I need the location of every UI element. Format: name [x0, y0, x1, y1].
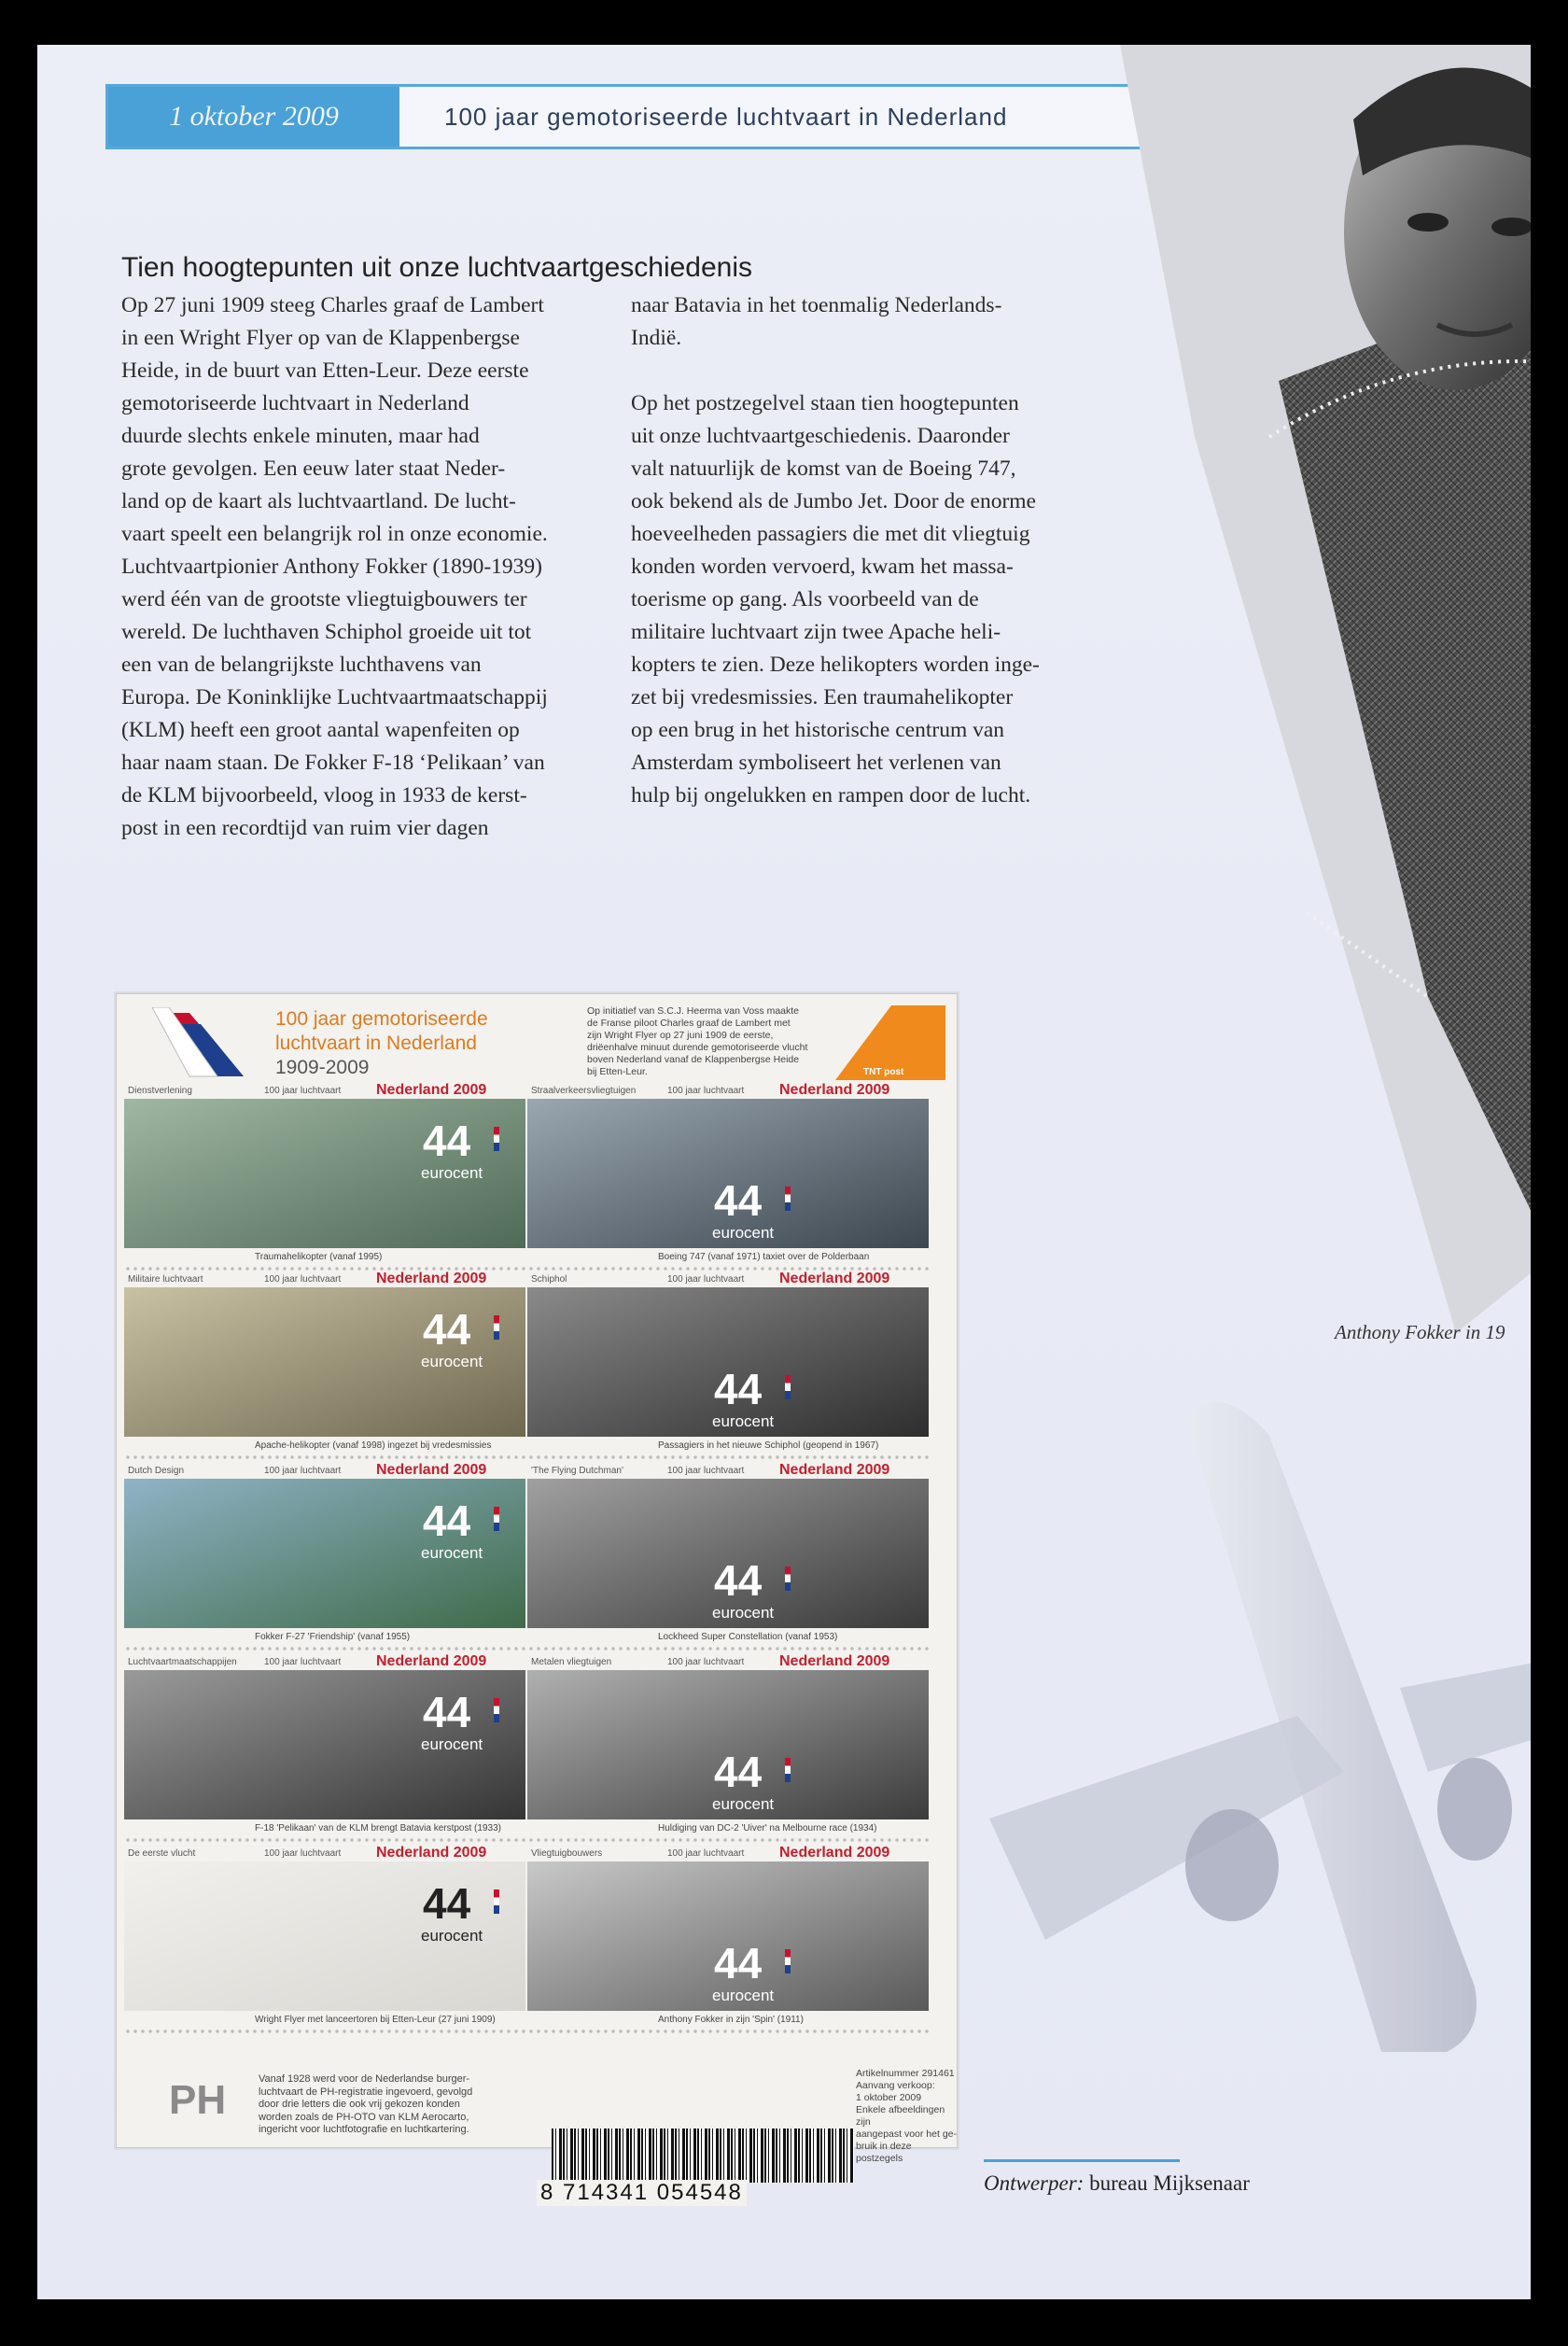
- stamp-country: Nederland 2009: [779, 1082, 890, 1098]
- stamp-unit: eurocent: [421, 1164, 483, 1182]
- stamp-caption: Apache-helikopter (vanaf 1998) ingezet bij vredesmissies: [255, 1440, 492, 1451]
- stamp-value: 44: [714, 1748, 763, 1796]
- text-line: Heide, in de buurt van Etten-Leur. Deze eerste: [121, 358, 529, 383]
- text-line: konden worden vervoerd, kwam het massa-: [631, 555, 1014, 579]
- stamp: [527, 1653, 929, 1844]
- stamp-value: 44: [423, 1688, 471, 1736]
- stamp-image: [527, 1287, 929, 1437]
- stamp-subtitle: 100 jaar luchtvaart: [264, 1657, 342, 1667]
- text-line: duurde slechts enkele minuten, maar had: [121, 424, 480, 448]
- stamp: [124, 1653, 525, 1844]
- barcode-number: 8 714341 054548: [537, 2180, 747, 2206]
- designer-label: Ontwerper:: [984, 2171, 1085, 2195]
- perforation: [124, 1838, 525, 1842]
- text-line: kopters te zien. Deze helikopters worden inge-: [631, 653, 1040, 677]
- stamp-image: [527, 1670, 929, 1819]
- dutch-flag-mark-icon: [494, 1127, 499, 1151]
- stamp-category: De eerste vlucht: [128, 1848, 196, 1859]
- stamp-caption: Lockheed Super Constellation (vanaf 1953): [658, 1632, 838, 1642]
- stamp-image: [527, 1099, 929, 1248]
- stamp-category: Schiphol: [531, 1274, 567, 1285]
- stamp: [124, 1082, 525, 1272]
- designer-name: bureau Mijksenaar: [1089, 2171, 1250, 2195]
- sheet-title-2: luchtvaart in Nederland: [275, 1033, 477, 1054]
- stamp-unit: eurocent: [712, 1987, 775, 2004]
- perforation: [527, 1455, 929, 1459]
- stamp: [124, 1845, 525, 2035]
- stamp: [527, 1845, 929, 2035]
- stamp-value: 44: [423, 1117, 471, 1165]
- text-line: Op het postzegelvel staan tien hoogtepunten: [631, 391, 1019, 415]
- stamp-caption: Anthony Fokker in zijn 'Spin' (1911): [658, 2015, 804, 2025]
- stamp: [527, 1082, 929, 1272]
- intro-line: de Franse piloot Charles graaf de Lambert met: [587, 1018, 791, 1029]
- sheet-intro: [587, 1005, 807, 1078]
- intro-line: zijn Wright Flyer op 27 juni 1909 de eerste,: [587, 1030, 774, 1041]
- stamp-value: 44: [423, 1879, 471, 1928]
- stamp-caption: Passagiers in het nieuwe Schiphol (geopend in 1967): [658, 1440, 879, 1451]
- text-line: ook bekend als de Jumbo Jet. Door de enorme: [631, 489, 1036, 513]
- intro-line: Op initiatief van S.C.J. Heerma van Voss maakte: [587, 1005, 800, 1017]
- text-line: Indië.: [631, 326, 682, 350]
- stamp-unit: eurocent: [421, 1927, 483, 1945]
- text-line: een van de belangrijkste luchthavens van: [121, 653, 482, 677]
- stamp-country: Nederland 2009: [779, 1845, 890, 1861]
- stamp-country: Nederland 2009: [376, 1845, 487, 1861]
- stamp-country: Nederland 2009: [779, 1462, 890, 1478]
- stamp: [124, 1271, 525, 1461]
- stamp-country: Nederland 2009: [376, 1271, 487, 1286]
- dutch-flag-mark-icon: [785, 1949, 791, 1974]
- ph-registration: PH: [169, 2077, 227, 2123]
- stamp-category: Dutch Design: [128, 1466, 185, 1476]
- stamp: [527, 1462, 929, 1652]
- stamp-category: Vliegtuigbouwers: [531, 1848, 603, 1859]
- designer-rule: [984, 2159, 1180, 2162]
- ph-line: luchtvaart de PH-registratie ingevoerd, gevolgd: [259, 2086, 473, 2098]
- stamp-category: Metalen vliegtuigen: [531, 1657, 612, 1667]
- dutch-flag-mark-icon: [785, 1758, 791, 1782]
- barcode: [552, 2128, 854, 2183]
- page-header: [105, 84, 1212, 149]
- text-line: gemotoriseerde luchtvaart in Nederland: [121, 391, 469, 415]
- text-line: op een brug in het historische centrum van: [631, 718, 1005, 742]
- text-line: werd één van de grootste vliegtuigbouwers ter: [121, 587, 527, 611]
- page-title: 100 jaar gemotoriseerde luchtvaart in Nederland: [444, 103, 1008, 131]
- airplane-photo: [989, 1380, 1531, 2108]
- stamp-caption: Traumahelikopter (vanaf 1995): [255, 1252, 383, 1262]
- stamp-category: Luchtvaartmaatschappijen: [128, 1657, 237, 1667]
- stamp-unit: eurocent: [421, 1735, 483, 1753]
- ph-line: Vanaf 1928 werd voor de Nederlandse burger-: [259, 2073, 470, 2085]
- text-line: Luchtvaartpionier Anthony Fokker (1890-1939): [121, 555, 542, 579]
- ph-line: ingericht voor luchtfotografie en luchtkartering.: [259, 2124, 469, 2135]
- stamp-value: 44: [714, 1556, 763, 1605]
- perforation: [124, 1455, 525, 1459]
- stamp-country: Nederland 2009: [376, 1653, 487, 1669]
- stamp-country: Nederland 2009: [779, 1271, 890, 1286]
- text-line: grote gevolgen. Een eeuw later staat Neder-: [121, 457, 506, 481]
- stamp: [527, 1271, 929, 1461]
- text-line: Europa. De Koninklijke Luchtvaartmaatschappij: [121, 685, 548, 709]
- info-line: Artikelnummer 291461: [856, 2068, 955, 2079]
- stamp-caption: Boeing 747 (vanaf 1971) taxiet over de Polderbaan: [658, 1252, 870, 1262]
- perforation: [124, 2030, 525, 2033]
- perforation: [527, 2030, 929, 2033]
- stamp-subtitle: 100 jaar luchtvaart: [667, 1848, 745, 1859]
- stamp-unit: eurocent: [712, 1412, 775, 1430]
- text-line: wereld. De luchthaven Schiphol groeide uit tot: [121, 620, 532, 644]
- text-line: Amsterdam symboliseert het verlenen van: [631, 751, 1001, 775]
- ph-line: worden zoals de PH-OTO van KLM Aerocarto,: [259, 2111, 469, 2123]
- text-line: Op 27 juni 1909 steeg Charles graaf de Lambert: [121, 293, 544, 317]
- stamp-caption: Fokker F-27 'Friendship' (vanaf 1955): [255, 1632, 411, 1642]
- dutch-flag-mark-icon: [785, 1375, 791, 1399]
- stamp-unit: eurocent: [712, 1224, 775, 1242]
- dutch-flag-mark-icon: [494, 1507, 499, 1531]
- stamp-subtitle: 100 jaar luchtvaart: [264, 1086, 342, 1096]
- text-line: valt natuurlijk de komst van de Boeing 747,: [631, 457, 1016, 481]
- stamp-value: 44: [714, 1939, 763, 1988]
- dutch-flag-mark-icon: [494, 1698, 499, 1722]
- intro-line: driëenhalve minuut durende gemotoriseerde vlucht: [587, 1042, 808, 1053]
- stamp-unit: eurocent: [421, 1353, 483, 1370]
- stamp-sheet: [116, 993, 958, 2205]
- text-line: militaire luchtvaart zijn twee Apache heli-: [631, 620, 1001, 644]
- stamp-country: Nederland 2009: [779, 1653, 890, 1669]
- text-line: vaart speelt een belangrijk rol in onze economie.: [121, 522, 548, 546]
- stamp-subtitle: 100 jaar luchtvaart: [667, 1466, 745, 1476]
- dutch-flag-mark-icon: [785, 1566, 791, 1591]
- info-line: bruik in deze postzegels: [856, 2141, 912, 2164]
- stamp-subtitle: 100 jaar luchtvaart: [264, 1848, 342, 1859]
- text-line: hoeveelheden passagiers die met dit vliegtuig: [631, 522, 1030, 546]
- dutch-flag-mark-icon: [785, 1187, 791, 1211]
- intro-line: boven Nederland vanaf de Klappenbergse Heide: [587, 1054, 800, 1065]
- stamp-value: 44: [423, 1496, 471, 1545]
- stamp-image: [527, 1479, 929, 1628]
- text-line: naar Batavia in het toenmalig Nederlands-: [631, 293, 1002, 317]
- ph-line: door drie letters die ook vrij gekozen konden: [259, 2099, 460, 2110]
- stamp-caption: Wright Flyer met lanceertoren bij Etten-Leur (27 juni 1909): [255, 2015, 496, 2025]
- stamp-caption: F-18 'Pelikaan' van de KLM brengt Batavia kerstpost (1933): [255, 1823, 501, 1833]
- intro-line: bij Etten-Leur.: [587, 1066, 648, 1077]
- article-info: [856, 2068, 957, 2165]
- stamp-subtitle: 100 jaar luchtvaart: [264, 1274, 342, 1285]
- stamp-image: [124, 1861, 525, 2011]
- info-line: aangepast voor het ge-: [856, 2128, 957, 2140]
- perforation: [527, 1647, 929, 1651]
- stamp-subtitle: 100 jaar luchtvaart: [667, 1086, 745, 1096]
- text-line: hulp bij ongelukken en rampen door de lucht.: [631, 783, 1031, 808]
- perforation: [124, 1647, 525, 1651]
- stamp-image: [124, 1479, 525, 1628]
- text-line: in een Wright Flyer op van de Klappenbergse: [121, 326, 520, 350]
- stamp-value: 44: [423, 1305, 471, 1354]
- stamp-value: 44: [714, 1365, 763, 1413]
- article-column-1: [121, 289, 607, 845]
- portrait-caption: Anthony Fokker in 19: [1335, 1321, 1505, 1343]
- dutch-flag-mark-icon: [494, 1889, 499, 1914]
- text-line: de KLM bijvoorbeeld, vloog in 1933 de kerst-: [121, 783, 527, 808]
- perforation: [527, 1838, 929, 1842]
- tail-logo-left-icon: [152, 1007, 245, 1080]
- article-heading: Tien hoogtepunten uit onze luchtvaartgeschiedenis: [121, 252, 753, 283]
- stamp-image: [124, 1670, 525, 1819]
- stamp-country: Nederland 2009: [376, 1082, 487, 1098]
- info-line: Enkele afbeeldingen zijn: [856, 2104, 945, 2128]
- article-column-2: [631, 289, 1116, 812]
- info-line: 1 oktober 2009: [856, 2092, 922, 2103]
- text-line: post in een recordtijd van ruim vier dagen: [121, 816, 489, 840]
- stamp-country: Nederland 2009: [376, 1462, 487, 1478]
- fokker-portrait-photo: [1120, 45, 1531, 1333]
- stamp-category: Dienstverlening: [128, 1086, 192, 1096]
- stamp-unit: eurocent: [421, 1544, 483, 1562]
- issue-date: 1 oktober 2009: [108, 87, 399, 147]
- text-line: toerisme op gang. Als voorbeeld van de: [631, 587, 979, 611]
- stamp-image: [527, 1861, 929, 2011]
- stamp-category: 'The Flying Dutchman': [531, 1466, 623, 1476]
- dutch-flag-mark-icon: [494, 1315, 499, 1340]
- info-line: Aanvang verkoop:: [856, 2080, 935, 2091]
- text-line: land op de kaart als luchtvaartland. De lucht-: [121, 489, 516, 513]
- designer-credit: [984, 2171, 1250, 2196]
- stamp-image: [124, 1287, 525, 1437]
- text-line: zet bij vredesmissies. Een traumahelikopter: [631, 685, 1014, 709]
- stamp-category: Straalverkeersvliegtuigen: [531, 1086, 637, 1096]
- sheet-years: 1909-2009: [275, 1057, 370, 1078]
- stamp: [124, 1462, 525, 1652]
- text-line: uit onze luchtvaartgeschiedenis. Daaronder: [631, 424, 1010, 448]
- stamp-caption: Huldiging van DC-2 'Uiver' na Melbourne race (1934): [658, 1823, 877, 1833]
- stamp-unit: eurocent: [712, 1604, 775, 1622]
- stamp-subtitle: 100 jaar luchtvaart: [264, 1466, 342, 1476]
- stamp-value: 44: [714, 1176, 763, 1225]
- ph-text: [259, 2073, 472, 2137]
- text-line: haar naam staan. De Fokker F-18 ‘Pelikaan’ van: [121, 751, 545, 775]
- stamp-subtitle: 100 jaar luchtvaart: [667, 1274, 745, 1285]
- sheet-title-1: 100 jaar gemotoriseerde: [275, 1008, 488, 1030]
- text-line: [631, 355, 1116, 387]
- stamp-unit: eurocent: [712, 1795, 775, 1813]
- text-line: (KLM) heeft een groot aantal wapenfeiten op: [121, 718, 520, 742]
- stamp-image: [124, 1099, 525, 1248]
- stamp-category: Militaire luchtvaart: [128, 1274, 203, 1285]
- tnt-post-label: TNT post: [863, 1067, 904, 1077]
- stamp-subtitle: 100 jaar luchtvaart: [667, 1657, 745, 1667]
- album-page: [37, 45, 1531, 2299]
